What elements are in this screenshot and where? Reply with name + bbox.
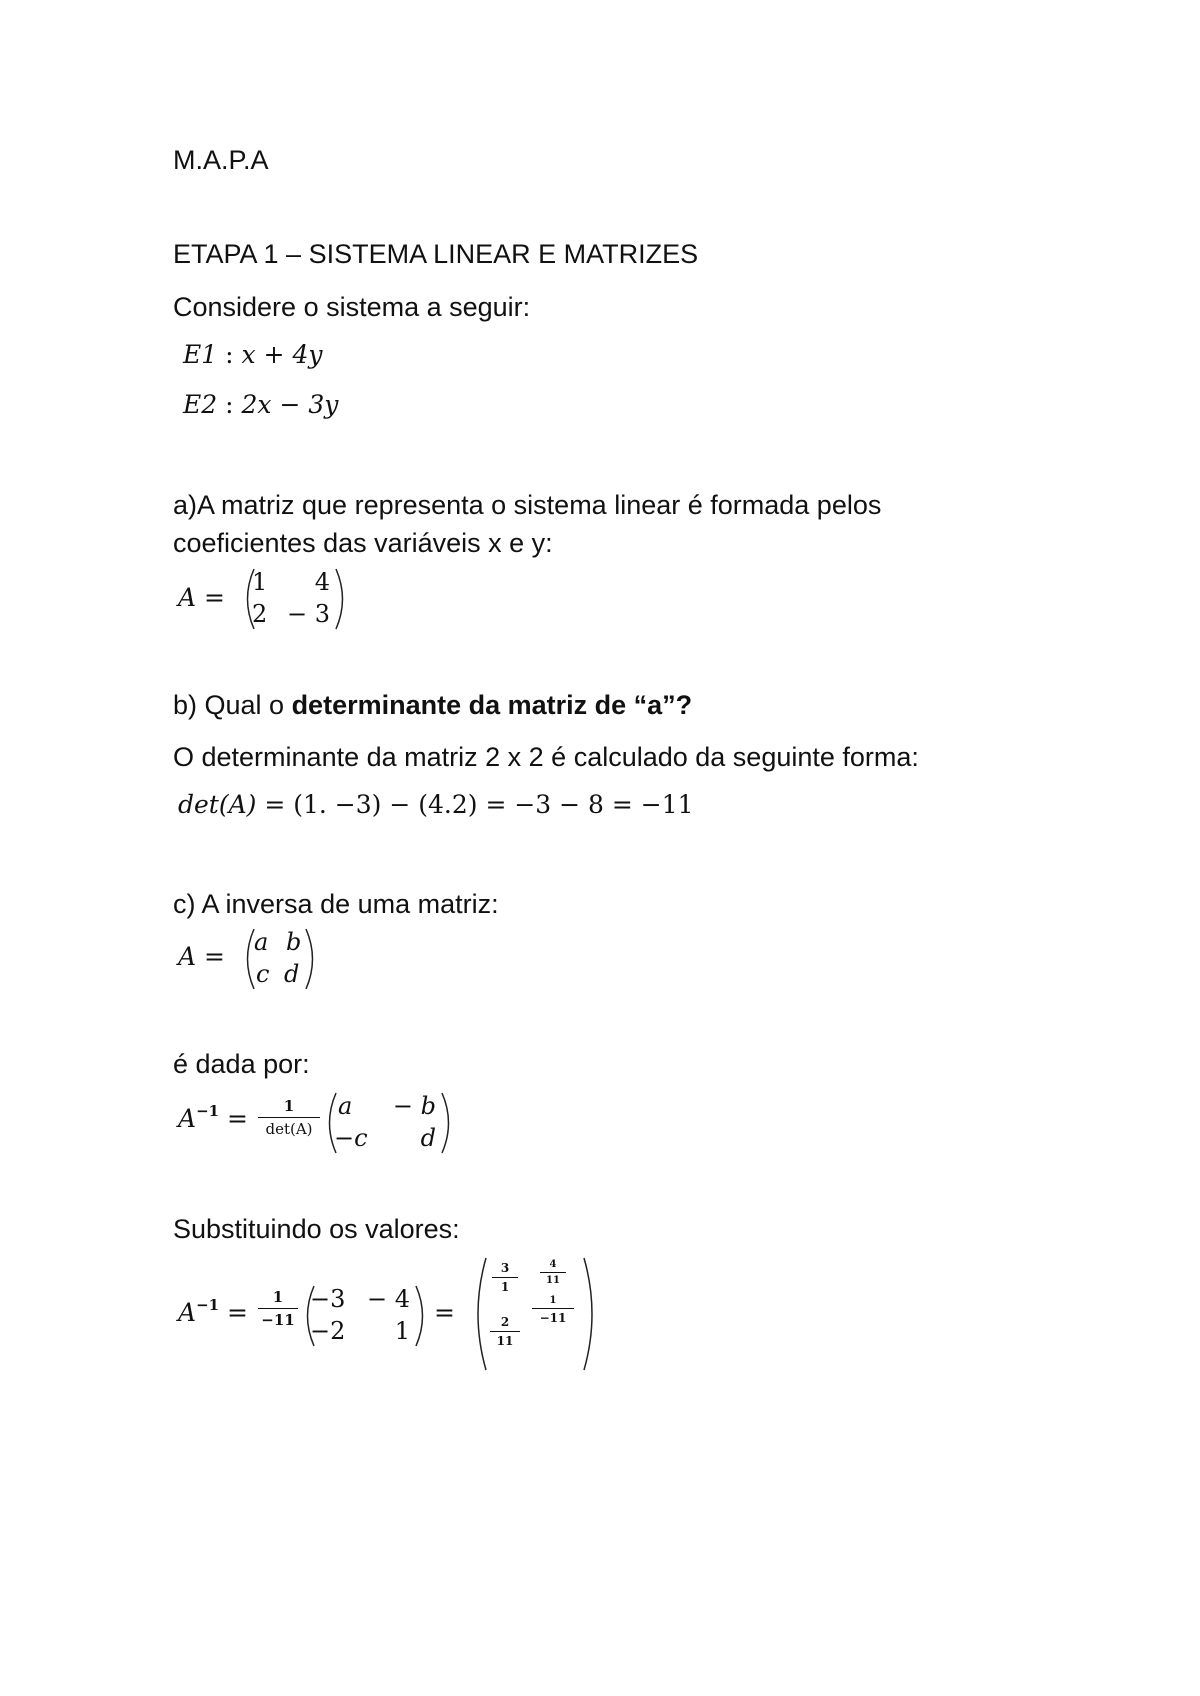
inverse-fraction-bar — [258, 1117, 320, 1118]
sub-matrix — [300, 1283, 430, 1349]
result-cell-r2c1 — [490, 1315, 520, 1348]
sub-fraction-num: 1 — [272, 1288, 284, 1306]
sub-lhs-base: A — [178, 1298, 197, 1327]
part-a-line1: a)A matriz que representa o sistema linear é formada pelos — [173, 490, 882, 520]
part-a-line2: coeficientes das variáveis x e y: — [173, 528, 553, 558]
inverse-lhs-exp: −1 — [196, 1102, 220, 1120]
substituting-text: Substituindo os valores: — [173, 1214, 460, 1244]
sub-matrix-cell: −3 — [310, 1285, 346, 1313]
given-by-text: é dada por: — [173, 1049, 310, 1079]
result-cell-den: 11 — [496, 1334, 514, 1348]
inverse-lhs-eq: = — [227, 1104, 248, 1133]
inverse-matrix-cell: −c — [334, 1124, 368, 1152]
equation-e1 — [183, 340, 322, 369]
inverse-fraction-den: det(A) — [265, 1120, 313, 1138]
inverse-fraction-num: 1 — [283, 1097, 295, 1115]
result-cell-num: 3 — [500, 1261, 510, 1275]
result-cell-bar — [532, 1308, 574, 1309]
result-cell-r1c2 — [540, 1259, 566, 1286]
matrix-general-cell: c — [256, 960, 270, 988]
result-cell-bar — [492, 1277, 518, 1278]
equation-e2-label: E2 — [183, 390, 218, 419]
result-matrix — [470, 1255, 600, 1373]
result-cell-den: −11 — [539, 1311, 567, 1325]
matrix-a-cell: 4 — [314, 568, 330, 596]
result-cell-num: 4 — [549, 1259, 557, 1270]
inverse-fraction — [258, 1097, 320, 1138]
determinant-formula-lhs: det(A) — [178, 790, 257, 819]
result-cell-den: 1 — [500, 1280, 510, 1294]
matrix-general-cell: b — [286, 928, 302, 956]
part-b-question-bold: determinante da matriz de “a”? — [291, 690, 693, 720]
sub-matrix-cell: −2 — [310, 1317, 346, 1345]
stage-heading: ETAPA 1 – SISTEMA LINEAR E MATRIZES — [173, 239, 699, 269]
matrix-general-cell: a — [254, 928, 269, 956]
sub-fraction-den: −11 — [261, 1311, 295, 1329]
inverse-matrix-cell: a — [338, 1092, 353, 1120]
matrix-a-cell: 2 — [252, 600, 268, 628]
determinant-formula-rhs: = (1. −3) − (4.2) = −3 − 8 = −11 — [256, 790, 694, 819]
result-cell-num: 1 — [549, 1295, 557, 1306]
inverse-matrix-cell: − b — [392, 1092, 436, 1120]
matrix-general — [240, 926, 320, 992]
sub-fraction-bar — [258, 1308, 298, 1309]
matrix-a-cell: 1 — [252, 568, 268, 596]
inverse-matrix-cell: d — [420, 1124, 436, 1152]
sub-matrix-cell: 1 — [394, 1317, 410, 1345]
equation-e1-sep: : — [225, 340, 234, 369]
equation-e2-sep: : — [225, 390, 234, 419]
matrix-general-lhs: A = — [178, 942, 225, 971]
part-b-question — [173, 688, 692, 723]
sub-lhs — [178, 1298, 248, 1327]
equation-e1-expr: x + 4y — [241, 340, 323, 369]
result-cell-bar — [490, 1331, 520, 1332]
result-cell-bar — [540, 1272, 566, 1273]
sub-lhs-exp: −1 — [196, 1296, 220, 1314]
intro-text: Considere o sistema a seguir: — [173, 292, 531, 322]
equation-e1-label: E1 — [183, 340, 218, 369]
matrix-general-parens — [240, 926, 320, 992]
sub-matrix-cell: − 4 — [366, 1285, 410, 1313]
matrix-a-lhs: A = — [178, 583, 225, 612]
matrix-general-cell: d — [284, 960, 300, 988]
equation-e2-expr: 2x − 3y — [241, 390, 339, 419]
inverse-matrix — [322, 1090, 456, 1156]
part-b-question-prefix: b) Qual o — [173, 690, 292, 720]
sub-lhs-eq: = — [227, 1298, 248, 1327]
matrix-a — [240, 566, 350, 632]
determinant-formula — [178, 790, 694, 819]
result-cell-num: 2 — [500, 1315, 510, 1329]
equation-e2 — [183, 390, 338, 419]
inverse-lhs-base: A — [178, 1104, 197, 1133]
matrix-a-cell: − 3 — [286, 600, 330, 628]
result-cell-r2c2 — [532, 1295, 574, 1325]
sub-fraction — [258, 1288, 298, 1329]
doc-title: M.A.P.A — [173, 145, 269, 175]
part-b-explanation: O determinante da matriz 2 x 2 é calculado da seguinte forma: — [173, 742, 919, 772]
inverse-lhs — [178, 1104, 248, 1133]
part-c-text: c) A inversa de uma matriz: — [173, 889, 499, 919]
result-cell-r1c1 — [492, 1261, 518, 1294]
result-eq: = — [434, 1298, 455, 1327]
result-cell-den: 11 — [546, 1275, 560, 1286]
